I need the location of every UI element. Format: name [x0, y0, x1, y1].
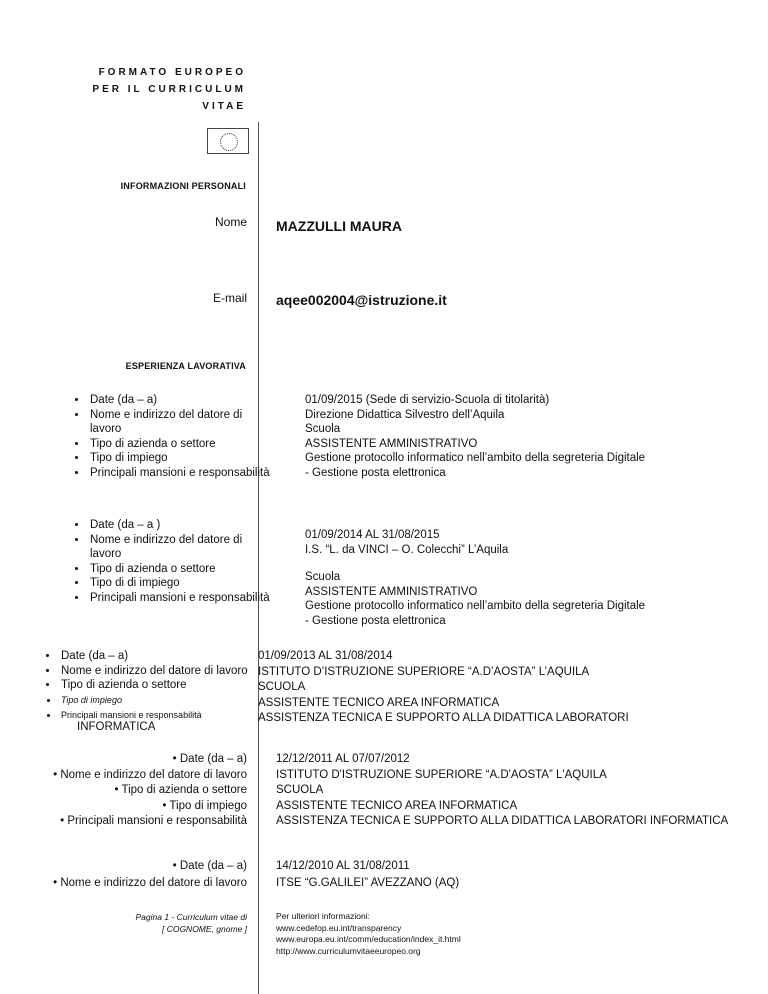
- job3-role: ASSISTENTE TECNICO AREA INFORMATICA: [258, 696, 500, 709]
- list-item: • Date (da – a): [172, 860, 247, 872]
- footer-page-info: [136, 911, 248, 935]
- job4-role: ASSISTENTE TECNICO AREA INFORMATICA: [276, 799, 518, 812]
- list-item: • Tipo di azienda o settore: [59, 678, 289, 693]
- job1-date: 01/09/2015 (Sede di servizio-Scuola di titolarità): [305, 394, 550, 406]
- list-item: • Tipo di impiego: [88, 451, 276, 466]
- list-item: • Tipo di impiego: [162, 799, 247, 812]
- email-value: aqee002004@istruzione.it: [276, 292, 447, 308]
- list-item: • Principali mansioni e responsabilità: [60, 815, 247, 827]
- job2-employer: I.S. “L. da VINCI – O. Colecchi” L’Aquila: [305, 543, 509, 556]
- eu-flag-icon: [207, 128, 249, 154]
- list-item: • Date (da – a): [59, 649, 289, 664]
- footer-link-cedefop[interactable]: www.cedefop.eu.int/transparency: [276, 922, 402, 933]
- job3-trailing: INFORMATICA: [77, 721, 156, 733]
- footer-page-line-1: Pagina 1 - Curriculum vitae di: [135, 912, 247, 922]
- name-value: MAZZULLI MAURA: [276, 218, 402, 234]
- footer-page-line-2: [ COGNOME, gnome ]: [161, 924, 247, 934]
- list-item: • Tipo di di impiego: [88, 576, 276, 591]
- job5-employer: ITSE “G.GALILEI” AVEZZANO (AQ): [276, 877, 460, 889]
- job4-date: 12/12/2011 AL 07/07/2012: [276, 753, 410, 765]
- job1-values: [305, 393, 645, 480]
- list-item: • Principali mansioni e responsabilità: [88, 591, 276, 606]
- job2-values-a: [305, 528, 508, 557]
- list-item: • Nome e indirizzo del datore di lavoro: [59, 664, 289, 679]
- job3-values: [258, 649, 629, 727]
- job2-labels: [60, 518, 276, 605]
- list-item: • Date (da – a): [88, 393, 276, 408]
- title-line-2: PER IL CURRICULUM: [92, 84, 246, 95]
- footer-link-europa[interactable]: www.europa.eu.int/comm/education/index_it.html: [276, 934, 461, 944]
- job5-labels: [53, 858, 247, 892]
- job2-role: ASSISTENTE AMMINISTRATIVO: [305, 585, 478, 598]
- title-line-1: FORMATO EUROPEO: [98, 67, 246, 78]
- job1-role: ASSISTENTE AMMINISTRATIVO: [305, 437, 478, 450]
- list-item: • Tipo di azienda o settore: [114, 784, 247, 796]
- list-item: • Tipo di azienda o settore: [88, 437, 276, 452]
- document-title: [92, 64, 246, 115]
- job3-sector: SCUOLA: [258, 681, 306, 693]
- list-item: • Nome e indirizzo del datore di lavoro: [53, 768, 247, 781]
- job2-date: 01/09/2014 AL 31/08/2015: [305, 529, 440, 541]
- job4-duties: ASSISTENZA TECNICA E SUPPORTO ALLA DIDATTICA LABORATORI INFORMATICA: [276, 815, 729, 827]
- footer-link-cv[interactable]: http://www.curriculumvitaeeuropeo.org: [276, 945, 421, 956]
- job3-duties: ASSISTENZA TECNICA E SUPPORTO ALLA DIDATTICA LABORATORI: [258, 712, 629, 724]
- section-title-personal: INFORMAZIONI PERSONALI: [120, 181, 246, 191]
- list-item: • Date (da – a ): [88, 518, 276, 533]
- section-title-experience: ESPERIENZA LAVORATIVA: [125, 361, 246, 371]
- footer-links: [276, 911, 461, 957]
- job3-employer: ISTITUTO D’ISTRUZIONE SUPERIORE “A.D’AOSTA” L’AQUILA: [258, 665, 590, 678]
- job4-labels: [53, 752, 247, 830]
- name-label: Nome: [214, 215, 247, 229]
- job3-labels: [31, 649, 289, 723]
- job4-values: [276, 752, 728, 830]
- job1-labels: [60, 393, 276, 480]
- job3-date: 01/09/2013 AL 31/08/2014: [258, 650, 393, 662]
- list-item: • Principali mansioni e responsabilità: [59, 708, 289, 723]
- list-item: • Principali mansioni e responsabilità: [88, 466, 276, 481]
- job4-sector: SCUOLA: [276, 784, 324, 796]
- job1-duties-1: Gestione protocollo informatico nell’ambito della segreteria Digitale: [305, 452, 646, 464]
- title-line-3: VITAE: [202, 101, 246, 112]
- job1-sector: Scuola: [305, 423, 341, 435]
- job2-sector: Scuola: [305, 571, 341, 583]
- footer-info-label: Per ulteriori informazioni:: [276, 911, 371, 921]
- job1-employer: Direzione Didattica Silvestro dell’Aquila: [305, 408, 505, 421]
- job4-employer: ISTITUTO D'ISTRUZIONE SUPERIORE “A.D'AOSTA” L'AQUILA: [276, 768, 607, 781]
- list-item: • Tipo di impiego: [59, 693, 289, 708]
- list-item: • Nome e indirizzo del datore di lavoro: [88, 533, 276, 562]
- job2-values-b: [305, 570, 645, 628]
- job5-date: 14/12/2010 AL 31/08/2011: [276, 860, 410, 872]
- list-item: • Date (da – a): [172, 753, 247, 765]
- email-label: E-mail: [212, 291, 247, 305]
- list-item: • Tipo di azienda o settore: [88, 562, 276, 577]
- list-item: • Nome e indirizzo del datore di lavoro: [88, 408, 276, 437]
- list-item: • Nome e indirizzo del datore di lavoro: [53, 877, 247, 889]
- job1-duties-2: - Gestione posta elettronica: [305, 466, 446, 479]
- job2-duties-2: - Gestione posta elettronica: [305, 614, 446, 627]
- job2-duties-1: Gestione protocollo informatico nell’ambito della segreteria Digitale: [305, 600, 646, 612]
- job5-values: [276, 858, 459, 892]
